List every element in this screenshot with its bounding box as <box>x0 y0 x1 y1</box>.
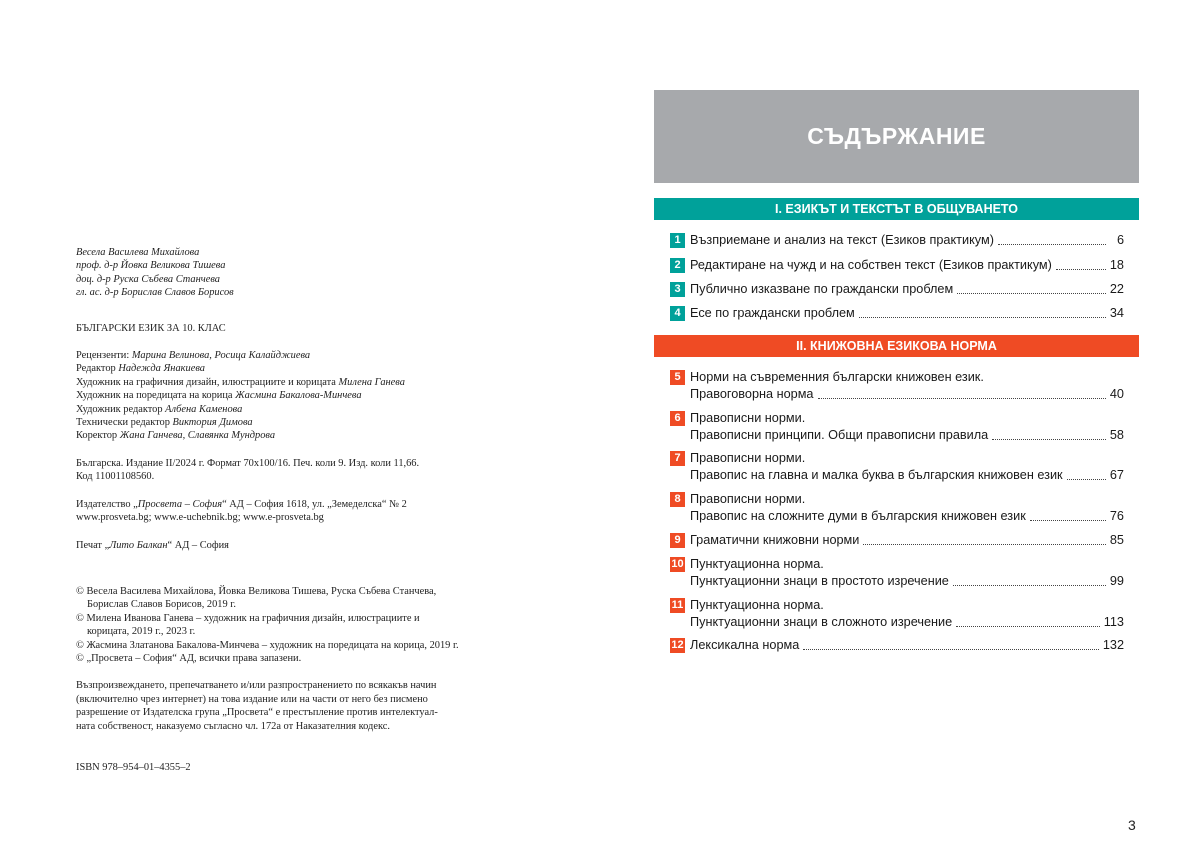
toc-entry-title: Есе по граждански проблем <box>690 306 855 320</box>
toc-entry-title: Правоговорна норма <box>690 387 814 401</box>
toc-entry-title: Възприемане и анализ на текст (Езиков практикум) <box>690 233 994 247</box>
toc-entry-title: Редактиране на чужд и на собствен текст (Езиков практикум) <box>690 258 1052 272</box>
credit-line: Технически редактор Виктория Димова <box>76 417 253 429</box>
print-line: Печат „Лито Балкан“ АД – София <box>76 539 229 551</box>
toc-page-number: 132 <box>1102 638 1124 652</box>
section-header-2: II. КНИЖОВНА ЕЗИКОВА НОРМА <box>654 335 1139 357</box>
toc-page-number: 113 <box>1103 615 1124 629</box>
author-line: доц. д-р Руска Събева Станчева <box>76 273 220 285</box>
copyright-line: © Милена Иванова Ганева – художник на графичния дизайн, илюстрациите и <box>76 612 420 624</box>
copyright-line: Борислав Славов Борисов, 2019 г. <box>87 599 236 611</box>
copyright-line: © Весела Василева Михайлова, Йовка Великова Тишева, Руска Събева Станчева, <box>76 585 437 597</box>
legal-line: (включително чрез интернет) на това издание или на части от него без писмено <box>76 693 428 705</box>
toc-entry-title: Правопис на сложните думи в българския книжовен език <box>690 509 1026 523</box>
toc-entry-title-line: Правописни норми. <box>690 492 806 506</box>
toc-entry-title: Пунктуационни знаци в сложното изречение <box>690 615 953 629</box>
chapter-number-badge: 6 <box>670 411 685 426</box>
section-header-1: I. ЕЗИКЪТ И ТЕКСТЪТ В ОБЩУВАНЕТО <box>654 198 1139 220</box>
toc-entry-title: Граматични книжовни норми <box>690 533 860 547</box>
dot-leader <box>863 543 1106 545</box>
credit-line: Редактор Надежда Янакиева <box>76 363 205 375</box>
edition-info: Българска. Издание II/2024 г. Формат 70х100/16. Печ. коли 9. Изд. коли 11,66. <box>76 457 420 469</box>
dot-leader <box>1056 268 1106 270</box>
dot-leader <box>818 397 1106 399</box>
dot-leader <box>992 438 1106 440</box>
toc-entry-title-line: Пунктуационна норма. <box>690 557 824 571</box>
chapter-number-badge: 7 <box>670 451 685 466</box>
toc-entry-title: Публично изказване по граждански проблем <box>690 282 954 296</box>
author-line: гл. ас. д-р Борислав Славов Борисов <box>76 287 234 299</box>
credit-line: Художник редактор Албена Каменова <box>76 403 243 415</box>
toc-page-number: 22 <box>1109 282 1124 296</box>
page-number: 3 <box>1128 817 1136 833</box>
dot-leader <box>1030 519 1106 521</box>
dot-leader <box>803 648 1099 650</box>
chapter-number-badge: 2 <box>670 258 685 273</box>
publisher-line: Издателство „Просвета – София“ АД – София 1618, ул. „Земеделска“ № 2 <box>76 498 407 510</box>
book-title: БЪЛГАРСКИ ЕЗИК ЗА 10. КЛАС <box>76 322 226 334</box>
toc-entry-title-line: Правописни норми. <box>690 451 806 465</box>
chapter-number-badge: 12 <box>671 639 684 651</box>
websites-line: www.prosveta.bg; www.e-uchebnik.bg; www.e-prosveta.bg <box>76 512 324 524</box>
credit-line: Художник на поредицата на корица Жасмина Бакалова-Минчева <box>76 390 362 402</box>
toc-page-number: 85 <box>1109 533 1124 547</box>
isbn: ISBN 978–954–01–4355–2 <box>76 761 191 773</box>
chapter-number-badge: 8 <box>670 492 685 507</box>
toc-entry-title-line: Норми на съвременния български книжовен език. <box>690 370 984 384</box>
toc-entry-title-line: Пунктуационна норма. <box>690 598 824 612</box>
chapter-number-badge: 5 <box>670 370 685 385</box>
edition-code: Код 11001108560. <box>76 471 155 483</box>
chapter-number-badge: 4 <box>670 306 685 321</box>
imprint <box>76 246 546 774</box>
toc-page-number: 76 <box>1109 509 1124 523</box>
chapter-number-badge: 3 <box>670 282 685 297</box>
credit-line: Коректор Жана Ганчева, Славянка Мундрова <box>76 430 276 442</box>
dot-leader <box>953 584 1106 586</box>
toc-entry-title-line: Правописни норми. <box>690 411 806 425</box>
toc-page-number: 67 <box>1109 468 1124 482</box>
toc-entry-title: Пунктуационни знаци в простото изречение <box>690 574 949 588</box>
toc-page-number: 99 <box>1109 574 1124 588</box>
copyright-line: © „Просвета – София“ АД, всички права запазени. <box>76 652 302 664</box>
toc-page-number: 34 <box>1109 306 1124 320</box>
copyright-line: корицата, 2019 г., 2023 г. <box>87 626 196 638</box>
dot-leader <box>956 625 1100 627</box>
author-line: Весела Василева Михайлова <box>76 247 200 258</box>
dot-leader <box>1067 478 1106 480</box>
credit-line: Рецензенти: Марина Велинова, Росица Калайджиева <box>76 350 311 362</box>
toc-page-number: 18 <box>1109 258 1124 272</box>
copyright-line: © Жасмина Златанова Бакалова-Минчева – художник на поредицата на корица, 2019 г. <box>76 639 459 651</box>
author-line: проф. д-р Йовка Великова Тишева <box>76 260 226 272</box>
chapter-number-badge: 1 <box>670 233 685 248</box>
toc-title: СЪДЪРЖАНИЕ <box>654 90 1139 183</box>
toc-entry-title: Правописни принципи. Общи правописни правила <box>690 428 989 442</box>
credit-line: Художник на графичния дизайн, илюстрациите и корицата Милена Ганева <box>76 376 405 388</box>
chapter-number-badge: 10 <box>671 558 684 570</box>
dot-leader <box>957 292 1106 294</box>
chapter-number-badge: 11 <box>671 599 684 611</box>
toc-page-number: 58 <box>1109 428 1124 442</box>
toc-page-number: 40 <box>1109 387 1124 401</box>
chapter-number-badge: 9 <box>670 533 685 548</box>
legal-line: Възпроизвеждането, препечатването и/или разпространението по всякакъв начин <box>76 680 437 692</box>
legal-line: ната собственост, наказуемо съгласно чл. 172а от Наказателния кодекс. <box>76 720 390 732</box>
toc-entry-title: Лексикална норма <box>690 638 800 652</box>
legal-line: разрешение от Издателска група „Просвета“ е престъпление против интелектуал- <box>76 707 438 719</box>
toc-page-number: 6 <box>1116 233 1124 247</box>
dot-leader <box>998 243 1106 245</box>
toc-entry-title: Правопис на главна и малка буква в българския книжовен език <box>690 468 1063 482</box>
dot-leader <box>859 316 1106 318</box>
